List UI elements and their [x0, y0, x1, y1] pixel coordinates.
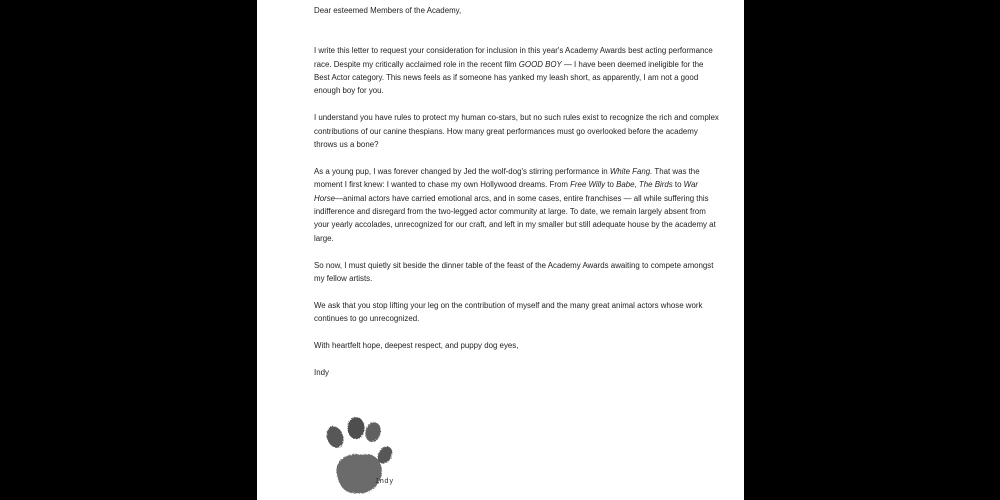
paragraph-request: [314, 44, 719, 98]
film-title-babe: Babe: [616, 180, 635, 190]
letter-page: [257, 0, 744, 500]
paragraph-request-text-b: — I have been deemed ineligible for the Best Actor category. This news feels as if someone has yanked my leash short, as apparently, I am not a good enough boy for you.: [314, 59, 704, 96]
paragraph-rules: I understand you have rules to protect my human co-stars, but no such rules exist to recognize the rich and complex contributions of our canine thespians. How many great performances must go overlooked before the academy throws us a bone?: [314, 113, 719, 150]
closing: With heartfelt hope, deepest respect, and puppy dog eyes,: [314, 341, 519, 351]
paragraph-request-text-a: I write this letter to request your consideration for inclusion in this year's Academy Awards best acting performance race. Despite my critically acclaimed role in the recent film: [314, 46, 713, 69]
film-title-the-birds: The Birds: [638, 180, 673, 190]
paragraph-young-pup-text-b: That was the moment I first knew: I wanted to chase my own Hollywood dreams. From: [314, 166, 700, 190]
paragraph-young-pup-text-c: to: [605, 180, 617, 190]
signature-name: Indy: [314, 367, 329, 377]
paragraph-young-pup-text-f: —animal actors have carried emotional arcs, and in some cases, entire franchises — all while suffering this indifference and disregard from the two-legged actor community at large. To date, we remain largely absent from your yearly accolades, unrecognized for our craft, and left in my smaller but still adequate house by the academy at large.: [314, 193, 716, 243]
salutation: Dear esteemed Members of the Academy,: [314, 6, 462, 15]
paragraph-young-pup-text-a: As a young pup, I was forever changed by Jed the wolf-dog's stirring performance in: [314, 166, 610, 176]
film-title-free-willy: Free Willy: [570, 180, 606, 190]
film-title-war-horse: War Horse: [314, 180, 698, 203]
paragraph-young-pup-text-d: ,: [634, 180, 639, 190]
paragraph-young-pup: [314, 165, 719, 245]
letter-body: [314, 4, 719, 403]
film-title-good-boy: GOOD BOY: [518, 59, 562, 69]
film-title-white-fang: White Fang.: [609, 166, 653, 176]
paw-print-icon: [315, 415, 405, 500]
paragraph-young-pup-text-e: to: [672, 180, 684, 190]
paw-print-label: Indy: [375, 477, 394, 485]
paragraph-lifting-leg: We ask that you stop lifting your leg on the contribution of myself and the many great animal actors whose work continues to go unrecognized.: [314, 300, 703, 324]
paragraph-dinner-table: So now, I must quietly sit beside the dinner table of the feast of the Academy Awards awaiting to compete amongst my fellow artists.: [314, 260, 714, 284]
